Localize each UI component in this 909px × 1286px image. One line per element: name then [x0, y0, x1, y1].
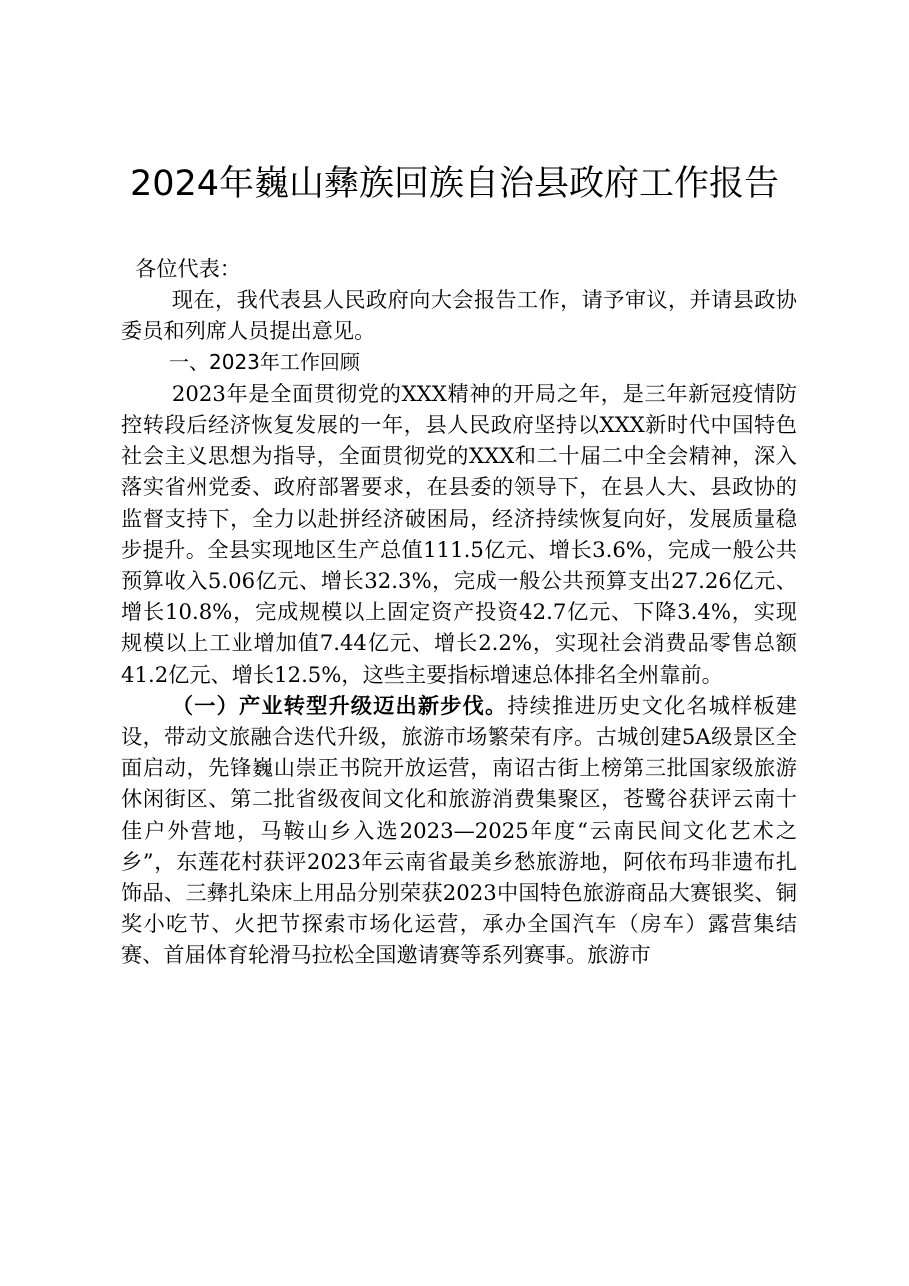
- section-heading: 一、2023年工作回顾: [169, 349, 360, 374]
- salutation: 各位代表：: [135, 256, 241, 281]
- review-paragraph: 2023年是全面贯彻党的XXX精神的开局之年，是三年新冠疫情防控转段后经济恢复发展的一年，县人民政府坚持以XXX新时代中国特色社会主义思想为指导，全面贯彻党的XXX和二十届二中全会精神，深入落实省州党委、政府部署要求，在县委的领导下，在县人大、县政协的监督支持下，全力以赴拼经济破困局，经济持续恢复向好，发展质量稳步提升。全县实现地区生产总值111.5亿元、增长3.6%，完成一般公共预算收入5.06亿元、增长32.3%，完成一般公共预算支出27.26亿元、增长10.8%，完成规模以上固定资产投资42.7亿元、下降3.4%，实现规模以上工业增加值7.44亿元、增长2.2%，实现社会消费品零售总额41.2亿元、增长12.5%，这些主要指标增速总体排名全州靠前。: [121, 380, 797, 687]
- document-title: 2024年巍山彝族回族自治县政府工作报告: [129, 164, 780, 204]
- subsection-paragraph: [121, 690, 797, 971]
- intro-paragraph: 现在，我代表县人民政府向大会报告工作，请予审议，并请县政协委员和列席人员提出意见。: [121, 287, 797, 344]
- document-body: [121, 253, 797, 971]
- subsection-heading: （一）产业转型升级迈出新步伐。: [171, 692, 508, 718]
- subsection-body: 持续推进历史文化名城样板建设，带动文旅融合迭代升级，旅游市场繁荣有序。古城创建5A级景区全面启动，先锋巍山崇正书院开放运营，南诏古街上榜第三批国家级旅游休闲街区、第二批省级夜间文化和旅游消费集聚区，苍鹭谷获评云南十佳户外营地，马鞍山乡入选2023—2025年度“云南民间文化艺术之乡”，东莲花村获评2023年云南省最美乡愁旅游地，阿依布玛非遗布扎饰品、三彝扎染床上用品分别荣获2023中国特色旅游商品大赛银奖、铜奖小吃节、火把节探索市场化运营，承办全国汽车（房车）露营集结赛、首届体育轮滑马拉松全国邀请赛等系列赛事。旅游市: [121, 692, 797, 968]
